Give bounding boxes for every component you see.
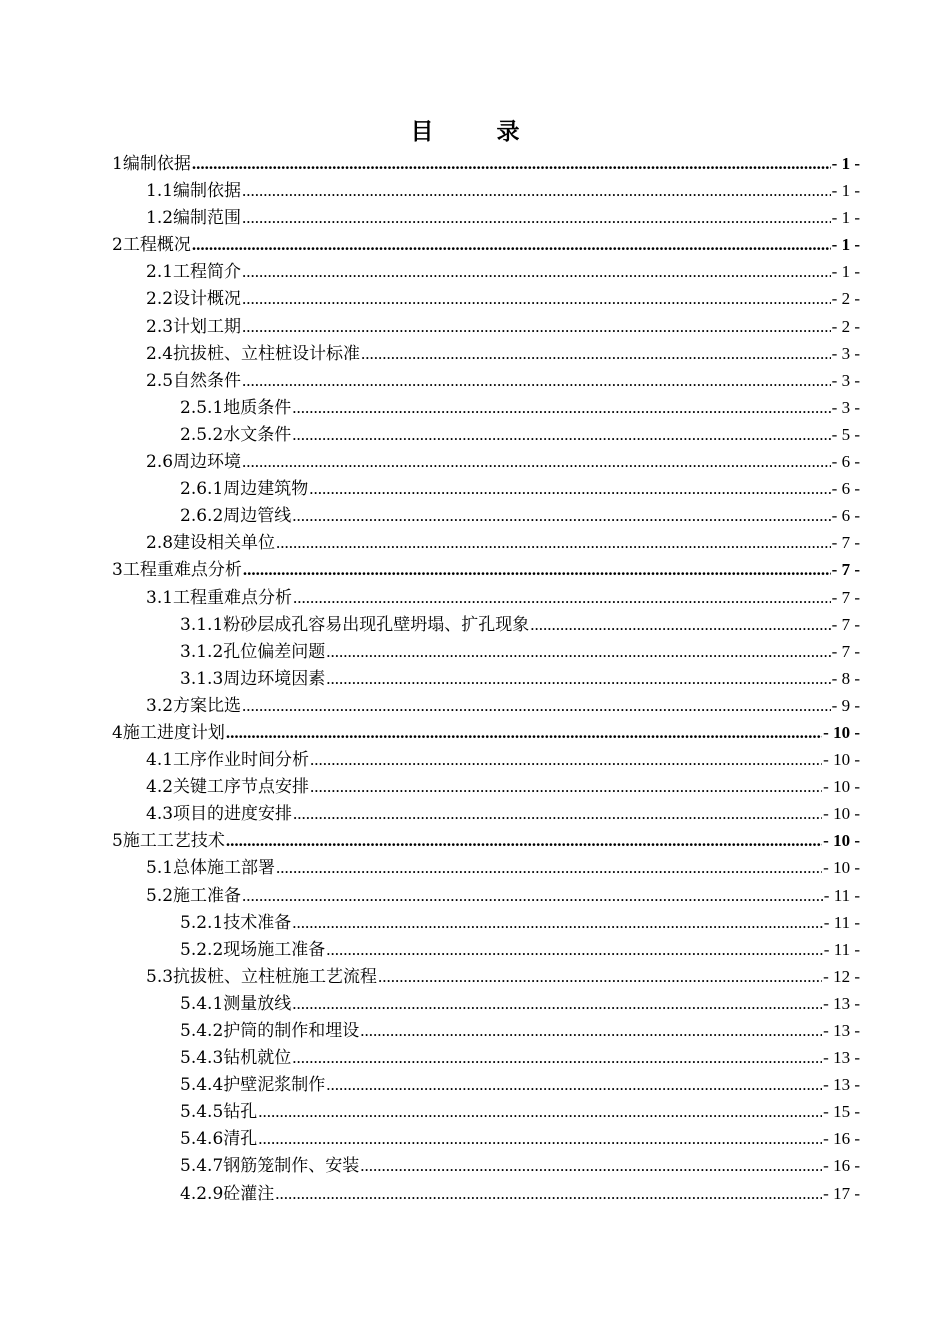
toc-dot-leader [360,1152,822,1179]
toc-dot-leader [242,882,823,909]
toc-entry[interactable] [112,502,860,529]
toc-dot-leader [275,1180,822,1207]
toc-entry[interactable] [112,529,860,556]
toc-entry[interactable] [112,1071,860,1098]
toc-entry[interactable] [112,150,860,177]
toc-entry-page: - 11 - [823,912,860,932]
toc-entry-page: - 6 - [831,452,860,472]
toc-dot-leader [292,502,830,529]
toc-entry[interactable] [112,800,860,827]
toc-entry-label: 5.2.2现场施工准备 [180,939,326,960]
toc-entry[interactable] [112,882,860,909]
toc-entry-page: - 10 - [823,777,860,797]
toc-dot-leader [242,313,831,340]
toc-entry[interactable] [112,719,860,746]
toc-dot-leader [326,638,830,665]
toc-dot-leader [192,150,831,177]
toc-entry-label: 2.5.2水文条件 [180,424,292,445]
toc-dot-leader [292,1044,822,1071]
toc-entry[interactable] [112,638,860,665]
toc-entry-label: 5施工工艺技术 [112,831,225,852]
toc-dot-leader [310,773,822,800]
toc-entry[interactable] [112,1098,860,1125]
toc-entry-page: - 11 - [823,939,860,959]
toc-entry-label: 4施工进度计划 [112,722,225,743]
toc-dot-leader [292,394,830,421]
toc-dot-leader [292,909,823,936]
toc-entry-label: 5.2.1技术准备 [180,912,292,933]
toc-entry-page: - 9 - [831,695,860,715]
toc-entry-page: - 5 - [831,424,860,444]
toc-entry-page: - 3 - [831,343,860,363]
toc-entry[interactable] [112,1152,860,1179]
toc-entry-label: 3.1.1粉砂层成孔容易出现孔壁坍塌、扩孔现象 [180,614,530,635]
toc-entry-page: - 13 - [823,1048,860,1068]
toc-dot-leader [361,340,831,367]
toc-entry-page: - 17 - [823,1183,860,1203]
toc-entry[interactable] [112,692,860,719]
toc-entry-page: - 1 - [831,235,860,255]
toc-dot-leader [276,529,831,556]
toc-entry-label: 5.2施工准备 [146,885,242,906]
toc-entry-page: - 12 - [823,966,860,986]
toc-entry-page: - 2 - [831,316,860,336]
toc-entry[interactable] [112,231,860,258]
toc-entry[interactable] [112,773,860,800]
toc-entry-page: - 13 - [823,993,860,1013]
toc-entry[interactable] [112,990,860,1017]
toc-entry[interactable] [112,258,860,285]
toc-entry[interactable] [112,177,860,204]
toc-entry[interactable] [112,963,860,990]
toc-entry-label: 2.3计划工期 [146,316,242,337]
toc-dot-leader [293,800,822,827]
toc-entry-page: - 1 - [831,208,860,228]
toc-dot-leader [326,1071,822,1098]
toc-entry-label: 5.1总体施工部署 [146,858,276,879]
toc-entry-page: - 7 - [831,614,860,634]
toc-entry-page: - 13 - [823,1021,860,1040]
toc-dot-leader [378,963,822,990]
toc-entry-label: 3.2方案比选 [146,695,242,716]
toc-entry-label: 3.1.2孔位偏差问题 [180,641,326,662]
toc-dot-leader [242,204,831,231]
toc-entry[interactable] [112,367,860,394]
toc-entry-label: 5.4.2护筒的制作和埋设 [180,1021,360,1041]
toc-entry-label: 2.1工程简介 [146,262,242,283]
toc-entry-label: 3工程重难点分析 [112,560,242,581]
toc-entry-label: 1.2编制范围 [146,208,242,229]
toc-entry[interactable] [112,1180,860,1207]
toc-entry[interactable] [112,746,860,773]
toc-entry[interactable] [112,285,860,312]
toc-entry-page: - 10 - [823,858,860,878]
toc-entry-page: - 15 - [823,1102,860,1122]
toc-dot-leader [258,1098,822,1125]
toc-entry-page: - 8 - [831,668,860,688]
toc-entry-label: 3.1.3周边环境因素 [180,668,326,689]
toc-entry-label: 3.1工程重难点分析 [146,587,293,608]
toc-entry[interactable] [112,909,860,936]
toc-dot-leader [258,1125,822,1152]
toc-entry[interactable] [112,611,860,638]
toc-entry[interactable] [112,584,860,611]
toc-entry-label: 1编制依据 [112,154,191,174]
toc-dot-leader [242,367,831,394]
toc-entry-label: 2工程概况 [112,235,191,256]
toc-entry-page: - 1 - [831,154,860,173]
toc-entry-page: - 10 - [823,750,860,770]
toc-entry-label: 2.5.1地质条件 [180,397,292,418]
toc-entry-label: 5.4.7钢筋笼制作、安装 [180,1156,360,1177]
toc-entry-label: 2.5自然条件 [146,370,242,391]
toc-entry[interactable] [112,1125,860,1152]
toc-entry[interactable] [112,665,860,692]
toc-entry-page: - 10 - [823,831,860,851]
toc-entry-label: 2.6周边环境 [146,452,242,473]
toc-entry-label: 1.1编制依据 [146,181,242,202]
toc-entry[interactable] [112,827,860,854]
toc-entry[interactable] [112,421,860,448]
toc-entry-page: - 16 - [823,1156,860,1176]
toc-dot-leader [292,421,830,448]
toc-dot-leader [192,231,831,258]
toc-entry-page: - 7 - [831,641,860,661]
toc-entry-page: - 2 - [831,289,860,309]
toc-entry-label: 2.8建设相关单位 [146,533,276,554]
toc-dot-leader [242,177,831,204]
toc-entry-label: 2.4抗拔桩、立柱桩设计标准 [146,343,361,364]
toc-entry-page: - 7 - [831,560,860,580]
toc-dot-leader [243,556,831,583]
toc-dot-leader [276,854,822,881]
toc-dot-leader [326,665,830,692]
toc-dot-leader [326,936,823,963]
toc-entry-label: 5.4.4护壁泥浆制作 [180,1075,326,1096]
toc-entry[interactable] [112,313,860,340]
toc-entry-page: - 10 - [823,804,860,824]
toc-entry[interactable] [112,556,860,583]
toc-entry-label: 5.4.6清孔 [180,1129,258,1150]
toc-dot-leader [242,448,831,475]
toc-dot-leader [292,990,822,1017]
toc-entry-page: - 3 - [831,370,860,390]
toc-entry[interactable] [112,204,860,231]
toc-dot-leader [242,258,831,285]
toc-entry-page: - 1 - [831,262,860,282]
toc-entry[interactable] [112,936,860,963]
toc-entry-page: - 11 - [823,885,860,905]
toc-entry-page: - 6 - [831,506,860,526]
toc-dot-leader [293,584,831,611]
toc-dot-leader [309,475,830,502]
toc-entry-label: 5.3抗拔桩、立柱桩施工艺流程 [146,966,378,987]
toc-dot-leader [226,827,822,854]
toc-entry-page: - 7 - [831,587,860,607]
toc-entry-label: 4.1工序作业时间分析 [146,750,310,771]
toc-entry-page: - 6 - [831,479,860,499]
toc-entry[interactable] [112,854,860,881]
toc-entry[interactable] [112,1044,860,1071]
toc-entry[interactable] [112,1017,860,1044]
toc-entry-label: 5.4.5钻孔 [180,1102,258,1123]
toc-dot-leader [310,746,822,773]
toc-entry-label: 2.6.2周边管线 [180,506,292,527]
toc-entry-page: - 10 - [823,722,860,742]
toc-dot-leader [226,719,822,746]
toc-entry-page: - 3 - [831,397,860,417]
toc-entry[interactable] [112,475,860,502]
toc-entry-label: 2.6.1周边建筑物 [180,479,309,500]
toc-entry-page: - 1 - [831,181,860,201]
toc-entry-page: - 13 - [823,1075,860,1095]
toc-entry-label: 4.2关键工序节点安排 [146,777,310,798]
toc-entry-label: 5.4.3钻机就位 [180,1048,292,1069]
toc-entry-label: 2.2设计概况 [146,289,242,310]
toc-entry-label: 4.2.9砼灌注 [180,1183,275,1204]
toc-entry-label: 4.3项目的进度安排 [146,804,293,825]
toc-entry-page: - 7 - [831,533,860,553]
toc-entry[interactable] [112,394,860,421]
toc-entry[interactable] [112,448,860,475]
toc-entry-page: - 16 - [823,1129,860,1149]
toc-entry[interactable] [112,340,860,367]
table-of-contents [112,150,860,1207]
toc-dot-leader [360,1017,822,1044]
toc-dot-leader [242,285,831,312]
toc-dot-leader [242,692,831,719]
toc-dot-leader [530,611,830,638]
toc-title: 目 录 [410,118,540,145]
toc-entry-label: 5.4.1测量放线 [180,993,292,1014]
